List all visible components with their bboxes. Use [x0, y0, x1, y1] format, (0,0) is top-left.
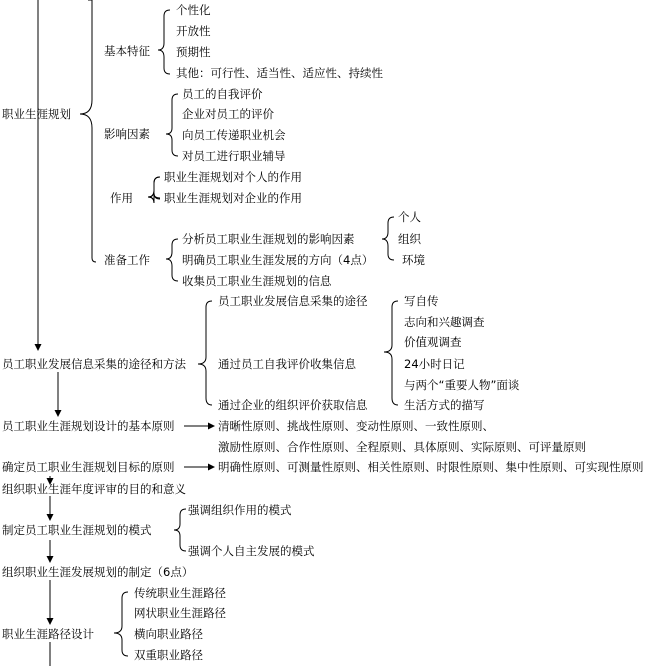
brace-plan-modes	[174, 509, 186, 551]
feature-item: 开放性	[176, 24, 211, 38]
path-item: 传统职业生涯路径	[134, 586, 226, 600]
feature-item: 其他：可行性、适当性、适应性、持续性	[176, 66, 383, 80]
label-basic-features: 基本特征	[104, 44, 150, 58]
factor-item: 对员工进行职业辅导	[182, 149, 286, 163]
factor-item: 员工的自我评价	[182, 87, 263, 101]
node-plan-modes: 制定员工职业生涯规划的模式	[2, 523, 152, 537]
plan-mode-item: 强调组织作用的模式	[188, 503, 292, 517]
brace-basic-features	[158, 10, 170, 74]
node-design-principles: 员工职业生涯规划设计的基本原则	[2, 419, 175, 433]
role-item: 职业生涯规划对企业的作用	[164, 191, 302, 205]
node-path-design: 职业生涯路径设计	[2, 627, 94, 641]
node-dev-plan: 组织职业生涯发展规划的制定（6点）	[2, 565, 194, 579]
brace-career-planning	[80, 0, 96, 262]
self-eval-item: 与两个“重要人物”面谈	[404, 378, 520, 392]
factor-item: 企业对员工的评价	[182, 107, 274, 121]
factor-item: 向员工传递职业机会	[182, 128, 286, 142]
self-eval-item: 生活方式的描写	[404, 398, 485, 412]
node-annual-review: 组织职业生涯年度评审的目的和意义	[2, 482, 186, 496]
design-principles-line1: 清晰性原则、挑战性原则、变动性原则、一致性原则、	[218, 419, 494, 433]
factor-organization: 组织	[398, 232, 421, 246]
node-info-channels: 员工职业发展信息采集的途径和方法	[2, 357, 186, 371]
path-item: 网状职业生涯路径	[134, 606, 226, 620]
channel-item: 员工职业发展信息采集的途径	[218, 294, 368, 308]
goal-principles-text: 明确性原则、可测量性原则、相关性原则、时限性原则、集中性原则、可实现性原则	[218, 460, 644, 474]
prep-item: 分析员工职业生涯规划的影响因素	[182, 232, 355, 246]
channel-item: 通过员工自我评价收集信息	[218, 357, 356, 371]
brace-preparation	[166, 239, 178, 281]
design-principles-line2: 激励性原则、合作性原则、全程原则、具体原则、实际原则、可评量原则	[218, 440, 586, 454]
feature-item: 预期性	[176, 45, 211, 59]
path-item: 双重职业路径	[134, 648, 203, 662]
channel-item: 通过企业的组织评价获取信息	[218, 398, 368, 412]
label-preparation: 准备工作	[104, 253, 150, 267]
self-eval-item: 写自传	[404, 294, 439, 308]
node-goal-principles: 确定员工职业生涯规划目标的原则	[2, 460, 175, 474]
brace-path-design	[114, 592, 128, 656]
prep-item: 收集员工职业生涯规划的信息	[182, 274, 332, 288]
brace-influencing-factors	[166, 94, 178, 156]
brace-self-eval	[384, 301, 398, 405]
factor-person: 个人	[398, 210, 421, 224]
role-item: 职业生涯规划对个人的作用	[164, 170, 302, 184]
feature-item: 个性化	[176, 3, 211, 17]
brace-info-channels	[198, 301, 212, 405]
prep-item: 明确员工职业生涯发展的方向（4点）	[182, 253, 374, 267]
self-eval-item: 志向和兴趣调查	[404, 315, 485, 329]
node-career-planning: 职业生涯规划	[2, 107, 71, 121]
plan-mode-item: 强调个人自主发展的模式	[188, 544, 315, 558]
factor-environment: 环境	[402, 253, 425, 267]
label-roles: 作用	[110, 191, 133, 205]
brace-factors	[382, 217, 394, 260]
path-item: 横向职业路径	[134, 627, 203, 641]
label-influencing-factors: 影响因素	[104, 127, 150, 141]
self-eval-item: 24小时日记	[404, 357, 465, 371]
self-eval-item: 价值观调查	[404, 335, 462, 349]
